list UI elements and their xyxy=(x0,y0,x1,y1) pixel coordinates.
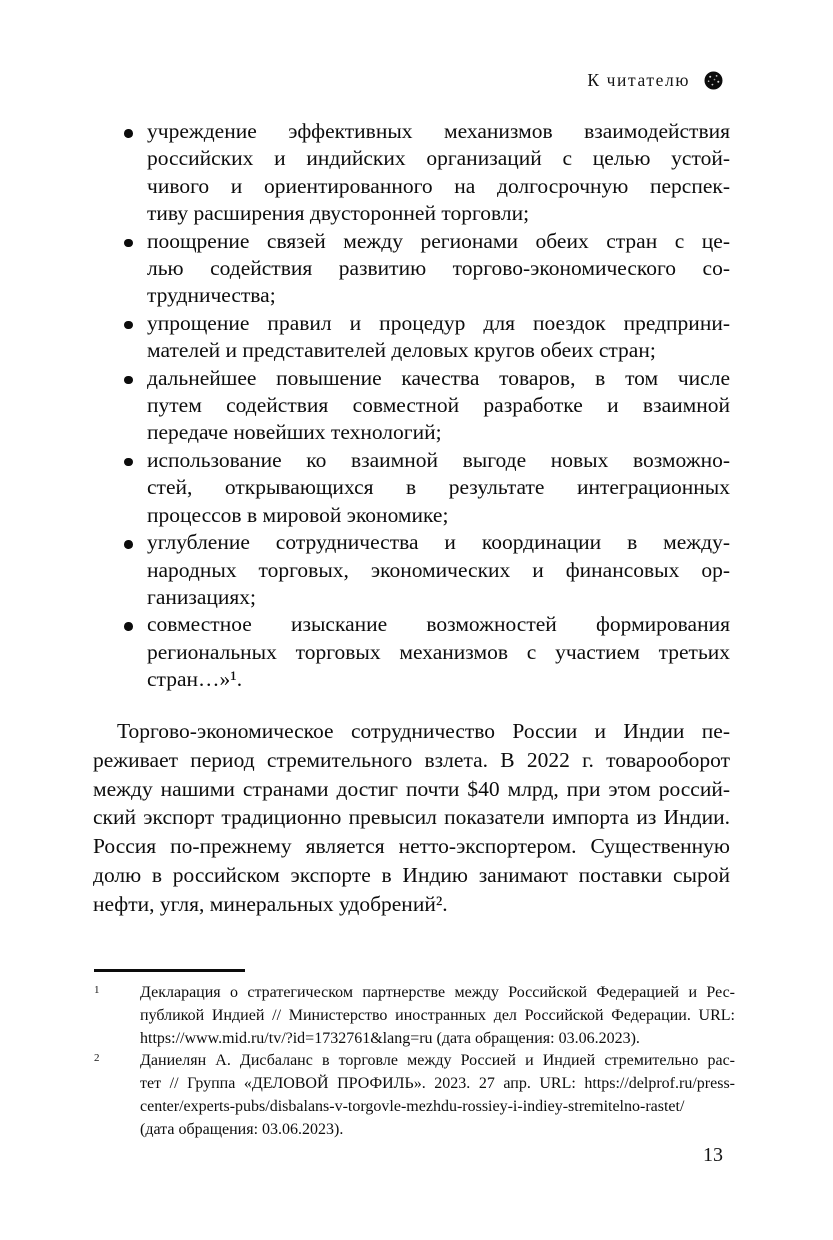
page-number: 13 xyxy=(703,1144,723,1166)
footnotes xyxy=(93,982,735,1142)
bullet-marker xyxy=(124,376,133,385)
footnote-divider xyxy=(94,969,245,972)
body-paragraph: Торгово-экономическое сотрудничество России и Индии пе- реживает период стремительного взлета. В 2022 г. товарооборот между нашими странами достиг почти $40 млрд, при этом россий- ский экспорт традиционно превысил показатели импорта из Индии. Россия по-прежнему является нетто-экспортером. Существенную долю в российском экспорте в Индию занимают поставки сырой нефти, угля, минеральных удобрений². xyxy=(93,719,730,916)
bullet-marker xyxy=(124,540,133,549)
running-head-title: К читателю xyxy=(587,70,690,90)
bullet-marker xyxy=(124,458,133,467)
footnote-text: Даниелян А. Дисбаланс в торговле между Россией и Индией стремительно рас- тет // Группа «ДЕЛОВОЙ ПРОФИЛЬ». 2023. 27 апр. URL: https://delprof.ru/press- center/experts-pubs/disbalans-v-torgovle-mezhdu-rossiey-i-indiey-stremitelno-rastet/ (дата обращения: 03.06.2023). xyxy=(140,1052,735,1138)
bullet-item xyxy=(93,447,730,529)
bullet-item xyxy=(93,529,730,611)
bullet-item xyxy=(93,310,730,365)
ornament-icon xyxy=(704,71,723,90)
bullet-text: дальнейшее повышение качества товаров, в том числе путем содействия совместной разработке и взаимной передаче новейших технологий; xyxy=(147,365,730,445)
bullet-text: совместное изыскание возможностей формирования региональных торговых механизмов с участием третьих стран…»¹. xyxy=(147,612,730,692)
running-head xyxy=(93,70,723,91)
bullet-item xyxy=(93,365,730,447)
footnote-marker: 2 xyxy=(94,1052,100,1065)
bullet-text: углубление сотрудничества и координации в между- народных торговых, экономических и финансовых ор- ганизациях; xyxy=(147,530,730,609)
bullet-text: упрощение правил и процедур для поездок предприни- мателей и представителей деловых кругов обеих стран; xyxy=(147,310,730,363)
bullet-marker xyxy=(124,321,133,330)
footnote-marker: 1 xyxy=(94,984,100,996)
bullet-text: поощрение связей между регионами обеих стран с це- лью содействия развитию торгово-экономического со- трудничества; xyxy=(147,228,730,308)
bullet-marker xyxy=(124,239,133,248)
footnote xyxy=(93,1050,735,1141)
footnote xyxy=(93,982,735,1050)
bullet-item xyxy=(93,118,730,228)
footnote-text: Декларация о стратегическом партнерстве между Российской Федерацией и Рес- публикой Индией // Министерство иностранных дел Российской Федерации. URL: https://www.mid.ru/tv/?id=1732761&lang=ru (дата обращения: 03.06.2023). xyxy=(140,984,735,1047)
bullet-text: использование ко взаимной выгоде новых возможно- стей, открывающихся в результате интеграционных процессов в мировой экономике; xyxy=(147,447,730,527)
bullet-list xyxy=(93,118,730,694)
bullet-item xyxy=(93,611,730,693)
bullet-text: учреждение эффективных механизмов взаимодействия российских и индийских организаций с целью устой- чивого и ориентированного на долгосрочную перспек- тиву расширения двусторонней торговли; xyxy=(147,119,730,226)
bullet-marker xyxy=(124,622,133,631)
bullet-marker xyxy=(124,129,133,138)
bullet-item xyxy=(93,228,730,310)
